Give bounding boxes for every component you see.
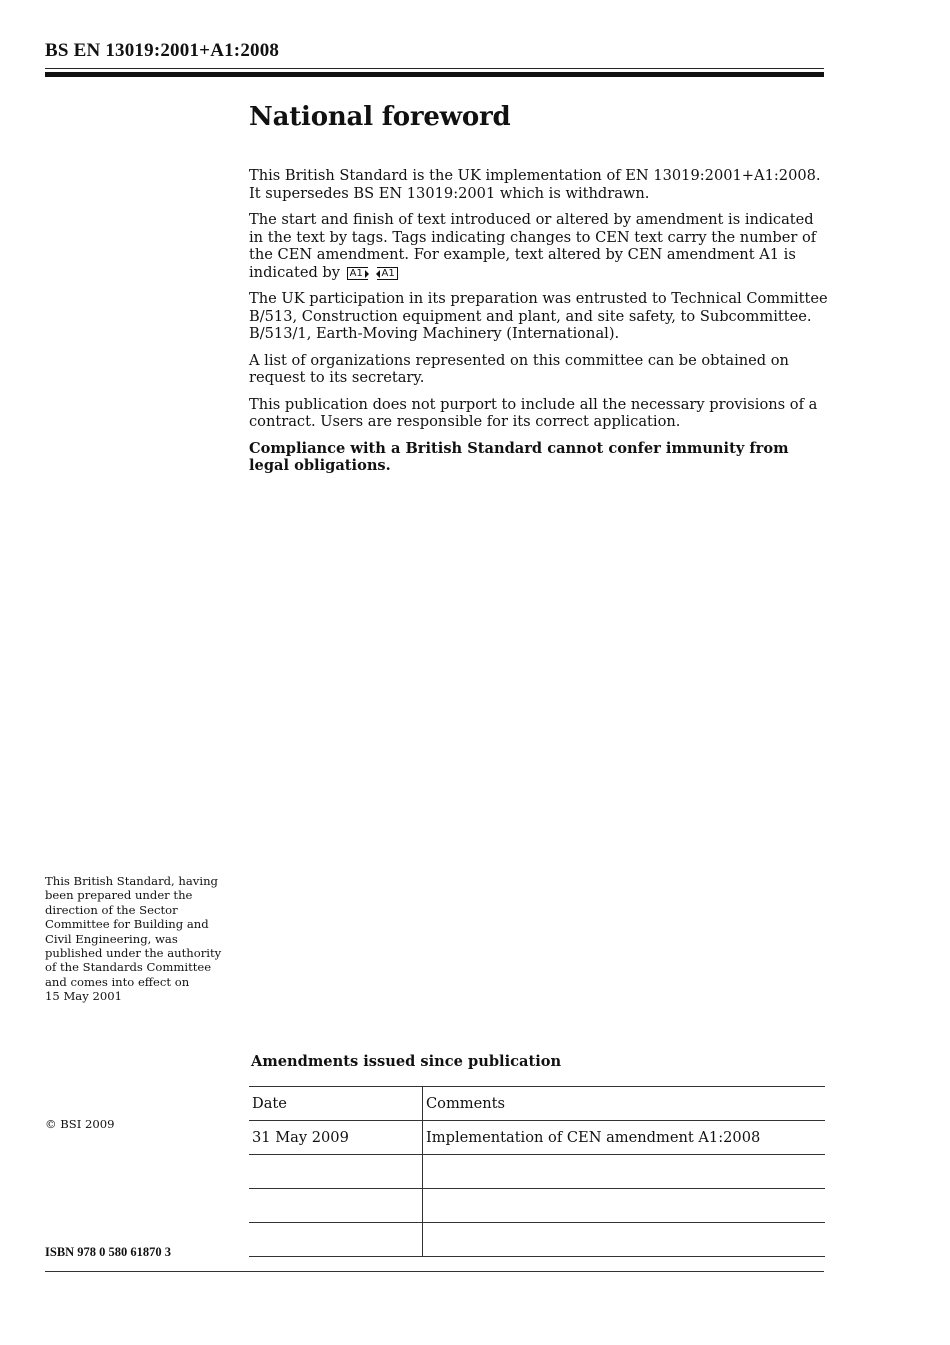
standard-id: BS EN 13019:2001+A1:2008	[45, 40, 280, 61]
foreword-paragraph-3: The UK participation in its preparation was entrusted to Technical Committee B/513, Construction equipment and plant, and site safety, to Subcommittee. B/513/1, Earth-Moving Machinery (International).	[249, 290, 828, 342]
amendment-date	[249, 1189, 423, 1223]
foreword-section	[249, 100, 829, 484]
foreword-paragraph-2-text: The start and finish of text introduced or altered by amendment is indicated in the text by tags. Tags indicating changes to CEN text carry the number of the CEN amendment. For example, text altered by CEN amendment A1 is indicated by	[249, 211, 817, 281]
header-thin-rule	[45, 68, 824, 69]
foreword-paragraph-5: This publication does not purport to include all the necessary provisions of a contract. Users are responsible for its correct application.	[249, 395, 818, 430]
copyright: © BSI 2009	[45, 1117, 115, 1131]
compliance-statement: Compliance with a British Standard cannot confer immunity from legal obligations.	[249, 439, 789, 474]
footer-rule	[45, 1271, 824, 1272]
amendment-tag-open-icon: A1	[347, 267, 368, 280]
publication-note-line: Civil Engineering, was	[45, 931, 178, 946]
publication-note-line: been prepared under the	[45, 888, 193, 903]
table-row	[249, 1189, 825, 1223]
publication-note	[45, 874, 235, 1004]
publication-note-line: published under the authority	[45, 946, 222, 961]
amendments-table	[249, 1086, 825, 1257]
amendment-comment: Implementation of CEN amendment A1:2008	[423, 1121, 826, 1155]
amendment-comment	[423, 1155, 826, 1189]
amendment-comment	[423, 1189, 826, 1223]
table-row	[249, 1155, 825, 1189]
amendment-date: 31 May 2009	[249, 1121, 423, 1155]
publication-note-line: and comes into effect on	[45, 974, 190, 989]
amendment-date	[249, 1155, 423, 1189]
amendments-title: Amendments issued since publication	[251, 1053, 562, 1070]
foreword-paragraph-4: A list of organizations represented on this committee can be obtained on request to its secretary.	[249, 351, 789, 386]
publication-note-line: This British Standard, having	[45, 874, 218, 888]
table-header-row	[249, 1087, 825, 1121]
date-header: Date	[249, 1087, 423, 1121]
page-title: National foreword	[249, 102, 511, 132]
table-row	[249, 1223, 825, 1257]
header-thick-rule	[45, 72, 824, 77]
amendment-comment	[423, 1223, 826, 1257]
publication-note-line: 15 May 2001	[45, 989, 122, 1004]
publication-note-line: of the Standards Committee	[45, 960, 212, 975]
publication-note-line: Committee for Building and	[45, 917, 209, 932]
foreword-paragraph-1: This British Standard is the UK implementation of EN 13019:2001+A1:2008. It supersedes BS EN 13019:2001 which is withdrawn.	[249, 167, 821, 202]
isbn: ISBN 978 0 580 61870 3	[45, 1245, 172, 1259]
table-row	[249, 1121, 825, 1155]
comments-header: Comments	[423, 1087, 826, 1121]
amendment-tag-close-icon: A1	[377, 267, 398, 280]
publication-note-line: direction of the Sector	[45, 902, 178, 917]
amendment-date	[249, 1223, 423, 1257]
foreword-paragraph-2	[249, 211, 829, 281]
